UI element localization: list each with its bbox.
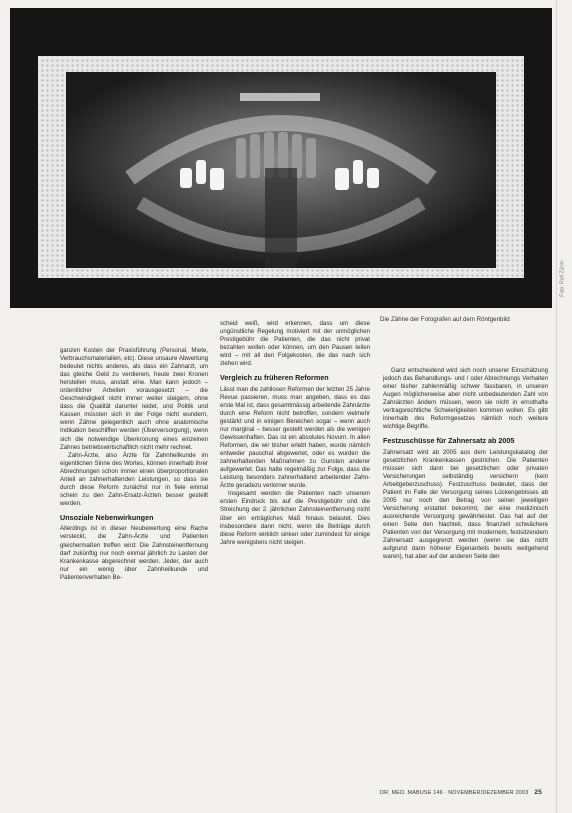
paragraph: ganzen Kosten der Praxisführung (Personal, Miete, Verbrauchsmaterialien, etc). Diese unsaure Abwertung bedeutet nichts anderes, als dass ein Zahnarzt, um das gleiche Geld zu verdienen, heute zwei Kronen herstellen muss, anstatt eine. Man kann jedoch – ordentlicher Arbeiten vorausgesetzt – die Geschwindigkeit nicht immer weiter steigern, ohne dass die Qualität darunter leidet, und Politik und Kassen müssten sich in der Folge nicht wundern, wenn Zähne gelegentlich auch ohne anatomische Indikation beschliffen werden (Überversorgung), wenn sich die notwendige Überkronung eines einzelnen Zahnes betriebswirtschaftlich nicht mehr rechnet.: [60, 347, 208, 451]
dental-xray-image: [10, 8, 552, 308]
page-edge: [556, 0, 557, 813]
paragraph: Insgesamt werden die Patienten nach unserem ersten Eindruck bis auf die Prestigebühr und die Streichung der 2. jährlichen Zahnsteinentfernung nicht über ein erträgliches Maß hinaus belastet. Dies insbesondere dann nicht, wenn die Beiträge durch diese Reform wirklich sinken oder zumindest für einige Jahre wenigstens nicht steigen.: [220, 490, 370, 546]
section-heading: Vergleich zu früheren Reformen: [220, 373, 329, 383]
text-column-1: [60, 347, 208, 792]
paragraph: scheid weiß, wird erkennen, dass um diese ungünstliche Regelung motiviert mit der unmöglichen Prestigebühr die Patienten, die das nicht privat bezahlen wollen oder können, um den Pausen teilen wird – mit all den Folgekosten, die das nach sich ziehen wird.: [220, 320, 370, 368]
section-heading: Unsoziale Nebenwirkungen: [60, 512, 154, 522]
paragraph: Ganz entscheidend wird sich noch unserer Einschätzung jedoch das Behandlungs- und / oder Abrechnungs Verhalten einer bisher zahlenmäßig schwer fassbaren, in unseren Augen möglicherweise aber nicht unbedeutenden Zahl von Zahnärzten ändern müssen, wenn sie nicht in ernsthafte vertragsrechtliche Schwierigkeiten kommen wollen. Es gibt innerhalb des Reformgesetzes nämlich noch weitere wichtige Begriffe.: [383, 367, 548, 431]
section-heading: Festzuschüsse für Zahnersatz ab 2005: [383, 436, 515, 446]
photo-caption: Die Zähne der Fotografen auf dem Röntgenbild: [380, 316, 510, 323]
paragraph: Lässt man die zahllosen Reformen der letzten 25 Jahre Revue passieren, muss man angeben, dass es das erste Mal ist, dass gesamtmässig arbeitende Zahnärzte durch eine Reform nicht betroffen, sondern vielmehr gestärkt und in einigen Bereichen sogar – wenn auch nur marginal – besser gestellt werden als die wenigen Gewissenhaften. Das ist ein absolutes Novum. In allen Reformen, die wir bisher erlebt haben, wurde nämlich entweder pauschal abgewertet, oder es wurden die zahnerhaltenden Maßnahmen zu Gunsten anderer aufgewertet. Das hatte regelmäßig zur Folge, dass die Leistung besonders zahnerhaltend arbeitender Zahn-Ärzte geradezu verlorner wurde.: [220, 385, 370, 490]
text-column-2: [220, 320, 370, 792]
photo-credit: Foto: Rolf Zürrer: [560, 260, 566, 297]
text-column-3: [383, 367, 548, 791]
page-footer: [380, 789, 550, 796]
xray-photo: [10, 8, 566, 308]
paragraph: Allerdings ist in dieser Neubewertung eine Rache versteckt, die Zahn-Ärzte und Patienten gleichermaßen treffen wird: Die Zahnsteinentfernung darf zukünftig nur noch einmal jährlich zu Lasten der Krankenkasse abgerechnet werden. Jeder, der auch nur ein wenig über Zahnheilkunde und Patientenverhalten Be-: [60, 525, 208, 581]
page-number: 25: [534, 789, 543, 796]
journal-info: DR. MED. MABUSE 146 · NOVEMBER/DEZEMBER 2003: [380, 790, 529, 796]
paragraph: Zahn-Ärzte, also Ärzte für Zahnheilkunde im eigentlichen Sinne des Wortes, können innerhalb ihrer Abrechnungen schon immer einen überproportionalen Anteil an zahnerhaltenden Leistungen, so dass sie durch diese Reform zunächst nur in fiele einmal schein zu den Zahn-Ersatz-Ärzten besser gestellt werden.: [60, 451, 208, 507]
paragraph: Zahnersatz wird ab 2005 aus dem Leistungskatalog der gesetzlichen Krankenkassen gestrichen. Die Patienten müssen sich dann bei gesetzlichen oder privaten Versicherungen selbständig versichern (kein Arbeitgeberzuschuss). Festzuschuss bedeutet, dass der Patient im Falle der Versorgung seines Lückengebisses ab 2005 nur noch den Betrag von seiner jeweiligen Versicherung erstattet bekommt, der eine medizinisch ausreichende Versorgung gewährleistet. Das hat auf der einen Seite den Nachteil, dass finanziell schwächere Patienten von der Versorgung mit modernem, festsitzendem Zahnersatz ausgegrenzt werden (wenn sie das nicht aufgrund dann höherer Eigenanteils bereits weitgehend waren), hat aber auf der anderen Seite den: [383, 448, 548, 561]
